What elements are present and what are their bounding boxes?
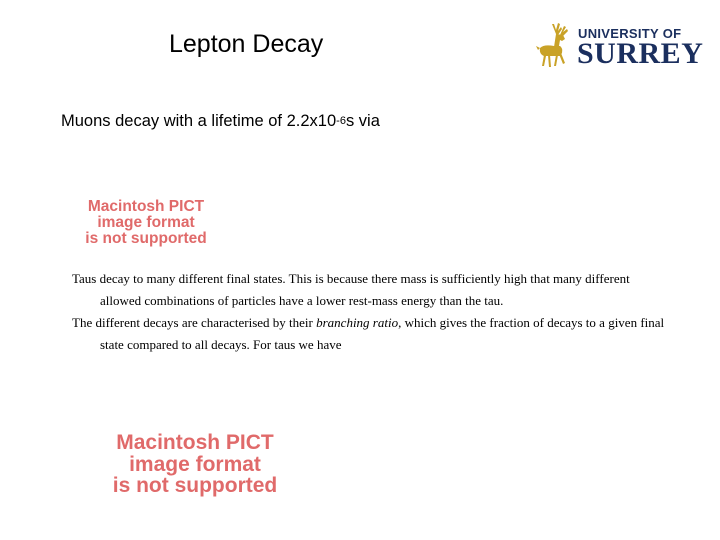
unsupported-image-placeholder-1	[58, 199, 234, 247]
tau-decay-paragraph: Taus decay to many different final states. This is because there mass is sufficiently high that many different allowed combinations of particles have a lower rest-mass energy than the tau.	[72, 271, 630, 308]
intro-main: Muons decay with a lifetime of 2.2x10	[61, 112, 337, 130]
intro-suffix: s via	[345, 112, 380, 130]
placeholder-line: Macintosh PICT	[116, 431, 274, 454]
logo-line-1: UNIVERSITY OF	[578, 26, 682, 41]
branching-ratio-term: branching ratio	[316, 315, 399, 330]
paragraph-text: , which gives the fraction of decays to a given final state compared to all decays. For taus we have	[100, 315, 665, 352]
slide-title: Lepton Decay	[169, 30, 324, 58]
branching-ratio-paragraph	[72, 312, 672, 356]
placeholder-line: image format	[97, 214, 195, 231]
placeholder-line: Macintosh PICT	[87, 198, 205, 215]
stag-icon	[534, 22, 574, 72]
university-logo	[534, 22, 704, 72]
placeholder-line: is not supported	[85, 230, 207, 247]
intro-exponent: -6	[336, 115, 346, 127]
placeholder-line: is not supported	[112, 474, 278, 497]
logo-line-2: SURREY	[577, 37, 704, 70]
intro-text	[61, 112, 380, 131]
unsupported-image-placeholder-2	[73, 432, 317, 497]
paragraph-text: The different decays are characterised by their	[72, 315, 317, 330]
placeholder-line: image format	[129, 452, 261, 476]
